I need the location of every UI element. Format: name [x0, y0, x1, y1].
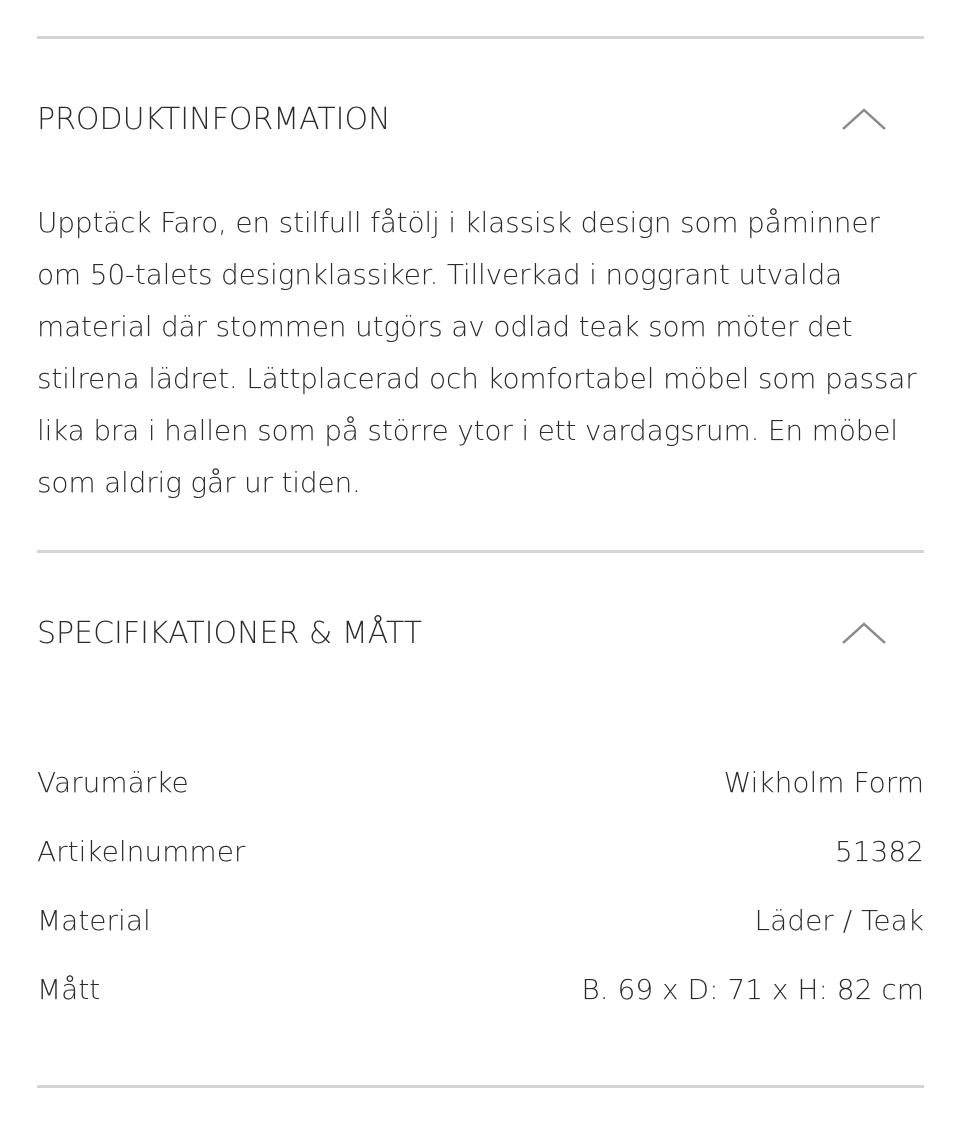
spec-label-material: Material: [37, 903, 151, 937]
spec-label-dimensions: Mått: [37, 972, 101, 1006]
spec-label-brand: Varumärke: [37, 765, 189, 799]
produktinformation-header[interactable]: [37, 89, 924, 149]
spec-row-dimensions: [37, 969, 924, 1009]
middle-divider: [37, 550, 924, 553]
specifikationer-header[interactable]: [37, 603, 924, 663]
spec-row-article-number: [37, 831, 924, 871]
spec-value-brand: Wikholm Form: [723, 765, 924, 799]
spec-value-dimensions: B. 69 x D: 71 x H: 82 cm: [581, 972, 924, 1006]
spec-row-brand: [37, 762, 924, 802]
spec-value-material: Läder / Teak: [754, 903, 924, 937]
bottom-divider: [37, 1085, 924, 1088]
spec-value-article-number: 51382: [834, 834, 924, 868]
product-description: Upptäck Faro, en stilfull fåtölj i klassisk design som påminner om 50-talets designklassiker. Tillverkad i noggrant utvalda material där stommen utgörs av odlad teak som möter det stilrena lädret. Lättplacerad och komfortabel möbel som passar lika bra i hallen som på större ytor i ett vardagsrum. En möbel som aldrig går ur tiden.: [37, 206, 917, 499]
chevron-up-icon[interactable]: [840, 104, 888, 134]
top-divider: [37, 36, 924, 39]
specifikationer-title: SPECIFIKATIONER & MÅTT: [37, 615, 423, 651]
spec-label-article-number: Artikelnummer: [37, 834, 246, 868]
spec-row-material: [37, 900, 924, 940]
produktinformation-title: PRODUKTINFORMATION: [37, 101, 391, 137]
chevron-up-icon[interactable]: [840, 618, 888, 648]
